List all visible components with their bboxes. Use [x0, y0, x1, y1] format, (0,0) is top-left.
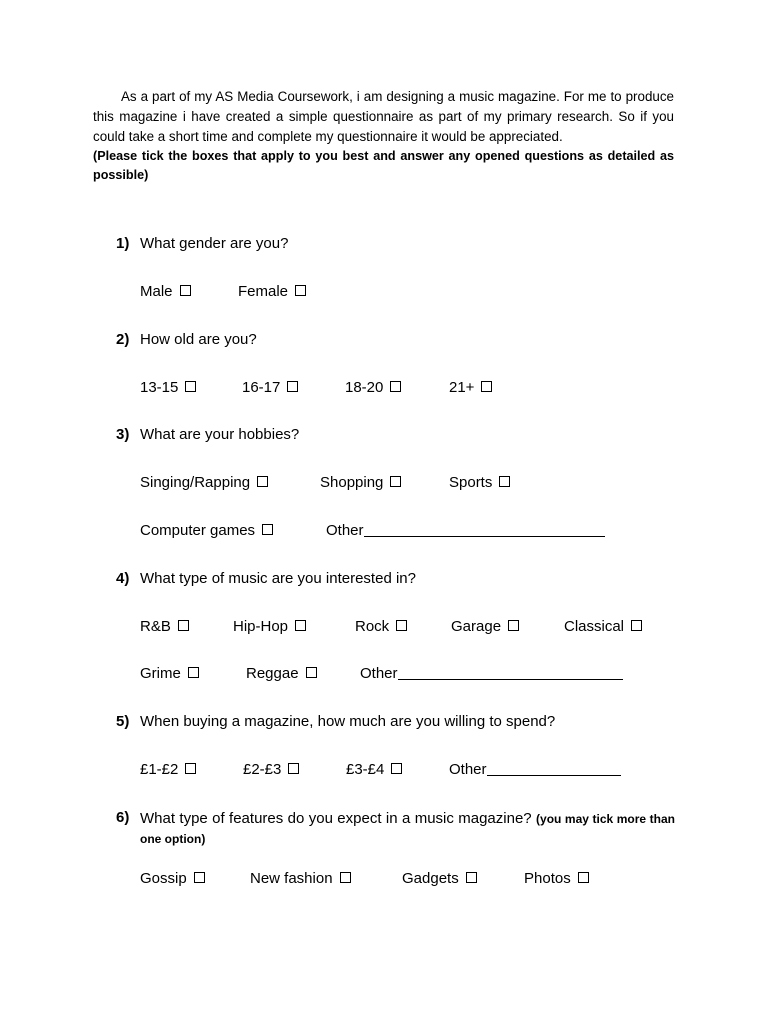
- option-rock: Rock: [355, 618, 407, 635]
- option-gadgets: Gadgets: [402, 870, 477, 887]
- checkbox-gadgets[interactable]: [466, 872, 477, 883]
- checkbox-photos[interactable]: [578, 872, 589, 883]
- checkbox-price-2-3[interactable]: [288, 763, 299, 774]
- other-price-field[interactable]: [487, 761, 621, 776]
- intro-paragraph: As a part of my AS Media Coursework, i am designing a music magazine. For me to produce this magazine i have created a simple questionnaire as part of my primary research. So if you could take a short time and complete my questionnaire it would be appreciated.: [93, 89, 674, 144]
- checkbox-16-17[interactable]: [287, 381, 298, 392]
- option-singing-rapping: Singing/Rapping: [140, 474, 268, 491]
- checkbox-sports[interactable]: [499, 476, 510, 487]
- option-18-20: 18-20: [345, 379, 401, 396]
- option-16-17: 16-17: [242, 379, 298, 396]
- option-other-music: Other: [360, 665, 623, 682]
- option-sports: Sports: [449, 474, 510, 491]
- question-6-note: (you may tick more than one option): [140, 812, 675, 846]
- checkbox-gossip[interactable]: [194, 872, 205, 883]
- checkbox-singing-rapping[interactable]: [257, 476, 268, 487]
- option-male: Male: [140, 283, 191, 300]
- option-13-15: 13-15: [140, 379, 196, 396]
- question-2-number: 2): [116, 331, 130, 348]
- checkbox-18-20[interactable]: [390, 381, 401, 392]
- intro-instruction: (Please tick the boxes that apply to you best and answer any opened questions as detailed as possible): [93, 149, 674, 182]
- option-hip-hop: Hip-Hop: [233, 618, 306, 635]
- intro-section: [93, 87, 674, 185]
- option-classical: Classical: [564, 618, 642, 635]
- option-price-3-4: £3-£4: [346, 761, 402, 778]
- other-hobbies-field[interactable]: [364, 522, 605, 537]
- checkbox-shopping[interactable]: [390, 476, 401, 487]
- option-photos: Photos: [524, 870, 589, 887]
- other-music-field[interactable]: [398, 665, 623, 680]
- question-4-text: What type of music are you interested in?: [140, 570, 416, 587]
- option-grime: Grime: [140, 665, 199, 682]
- checkbox-rnb[interactable]: [178, 620, 189, 631]
- question-3-number: 3): [116, 426, 130, 443]
- question-1-text: What gender are you?: [140, 235, 289, 252]
- checkbox-classical[interactable]: [631, 620, 642, 631]
- question-5-number: 5): [116, 713, 130, 730]
- option-rnb: R&B: [140, 618, 189, 635]
- option-other-hobbies: Other: [326, 522, 605, 539]
- checkbox-garage[interactable]: [508, 620, 519, 631]
- option-gossip: Gossip: [140, 870, 205, 887]
- option-price-1-2: £1-£2: [140, 761, 196, 778]
- checkbox-price-3-4[interactable]: [391, 763, 402, 774]
- question-1-number: 1): [116, 235, 130, 252]
- option-new-fashion: New fashion: [250, 870, 351, 887]
- checkbox-female[interactable]: [295, 285, 306, 296]
- checkbox-price-1-2[interactable]: [185, 763, 196, 774]
- question-5-text: When buying a magazine, how much are you willing to spend?: [140, 713, 556, 730]
- option-shopping: Shopping: [320, 474, 401, 491]
- option-other-price: Other: [449, 761, 621, 778]
- option-reggae: Reggae: [246, 665, 317, 682]
- option-female: Female: [238, 283, 306, 300]
- option-garage: Garage: [451, 618, 519, 635]
- checkbox-new-fashion[interactable]: [340, 872, 351, 883]
- question-3-text: What are your hobbies?: [140, 426, 300, 443]
- checkbox-13-15[interactable]: [185, 381, 196, 392]
- question-6-text: What type of features do you expect in a music magazine? (you may tick more than one option): [140, 810, 675, 846]
- checkbox-computer-games[interactable]: [262, 524, 273, 535]
- checkbox-21-plus[interactable]: [481, 381, 492, 392]
- question-6-number: 6): [116, 809, 130, 826]
- option-computer-games: Computer games: [140, 522, 273, 539]
- checkbox-hip-hop[interactable]: [295, 620, 306, 631]
- checkbox-male[interactable]: [180, 285, 191, 296]
- question-4-number: 4): [116, 570, 130, 587]
- checkbox-rock[interactable]: [396, 620, 407, 631]
- checkbox-grime[interactable]: [188, 667, 199, 678]
- option-21-plus: 21+: [449, 379, 492, 396]
- option-price-2-3: £2-£3: [243, 761, 299, 778]
- checkbox-reggae[interactable]: [306, 667, 317, 678]
- question-2-text: How old are you?: [140, 331, 257, 348]
